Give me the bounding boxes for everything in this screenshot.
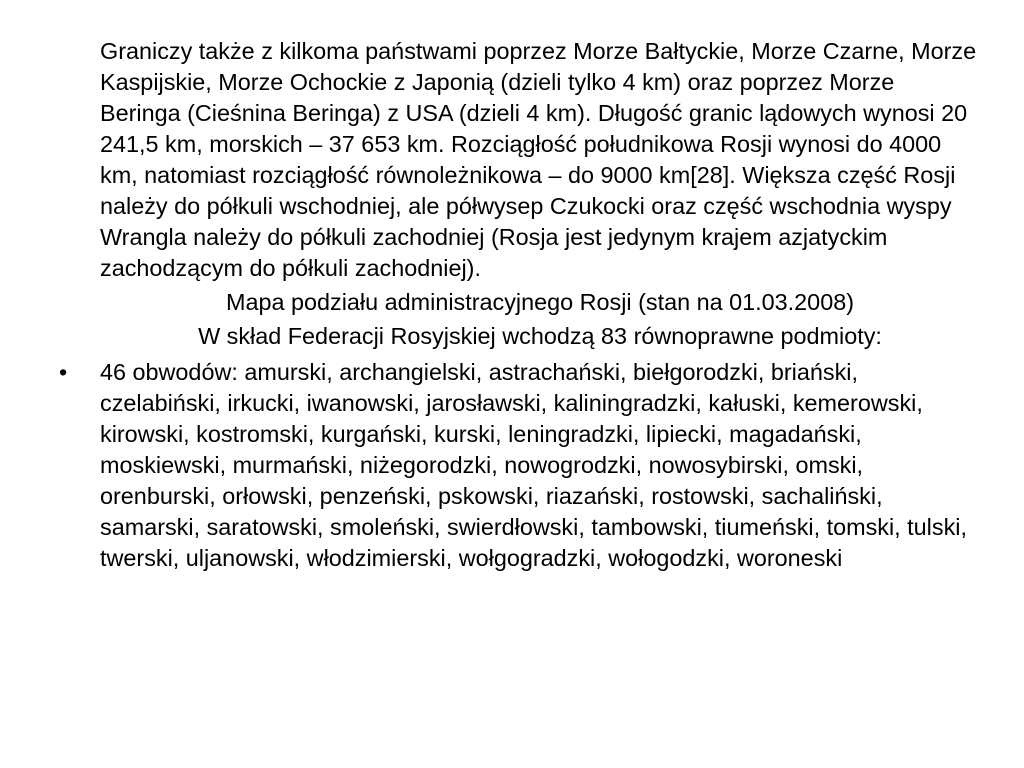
bullet-icon: • — [59, 359, 68, 385]
subjects-list — [59, 357, 980, 574]
list-item — [59, 357, 980, 574]
slide-content — [59, 36, 980, 574]
federation-intro: W skład Federacji Rosyjskiej wchodzą 83 równoprawne podmioty: — [198, 323, 882, 349]
intro-paragraph: Graniczy także z kilkoma państwami poprzez Morze Bałtyckie, Morze Czarne, Morze Kaspijskie, Morze Ochockie z Japonią (dzieli tylko 4 km) oraz poprzez Morze Beringa (Cieśnina Beringa) z USA (dzieli 4 km). Długość granic lądowych wynosi 20 241,5 km, morskich – 37 653 km. Rozciągłość południkowa Rosji wynosi do 4000 km, natomiast rozciągłość równoleżnikowa – do 9000 km[28]. Większa część Rosji należy do półkuli wschodniej, ale półwysep Czukocki oraz część wschodnia wyspy Wrangla należy do półkuli zachodniej (Rosja jest jedynym krajem azjatyckim zachodzącym do półkuli zachodniej). — [100, 38, 977, 281]
oblasts-text: 46 obwodów: amurski, archangielski, astrachański, biełgorodzki, briański, czelabiński, irkucki, iwanowski, jarosławski, kaliningradzki, kałuski, kemerowski, kirowski, kostromski, kurgański, kurski, leningradzki, lipiecki, magadański, moskiewski, murmański, niżegorodzki, nowogrodzki, nowosybirski, omski, orenburski, orłowski, penzeński, pskowski, riazański, rostowski, sachaliński, samarski, saratowski, smoleński, swierdłowski, tambowski, tiumeński, tomski, tulski, twerski, uljanowski, włodzimierski, wołgogradzki, wołogodzki, woroneski — [100, 359, 967, 571]
map-caption: Mapa podziału administracyjnego Rosji (stan na 01.03.2008) — [225, 289, 855, 315]
